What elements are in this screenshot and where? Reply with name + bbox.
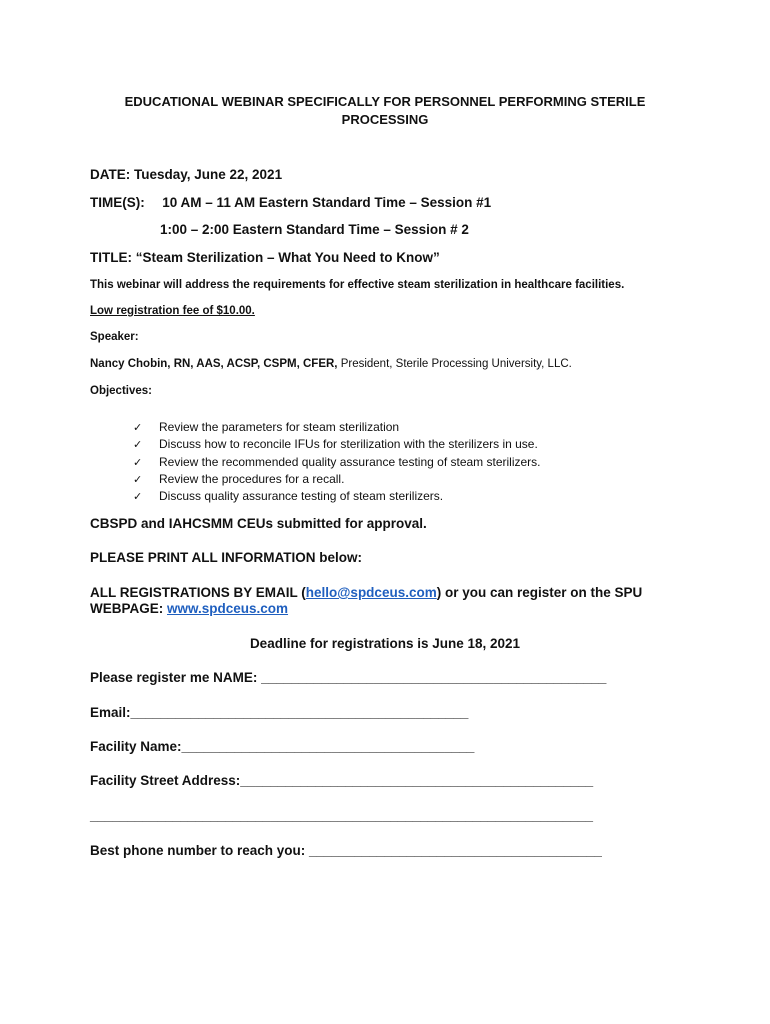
registration-webpage-line: WEBPAGE: www.spdceus.com bbox=[90, 601, 289, 616]
time-label: TIME(S): bbox=[90, 195, 145, 210]
speaker-name: Nancy Chobin, RN, AAS, ACSP, CSPM, CFER, bbox=[90, 358, 338, 370]
registration-email-line: ALL REGISTRATIONS BY EMAIL (hello@spdceus.com) or you can register on the SPU bbox=[90, 585, 643, 600]
list-item: ✓ Discuss quality assurance testing of steam sterilizers. bbox=[133, 488, 541, 505]
speaker-label: Speaker: bbox=[90, 331, 139, 343]
registration-fee: Low registration fee of $10.00. bbox=[90, 305, 255, 317]
ceus-notice: CBSPD and IAHCSMM CEUs submitted for approval. bbox=[90, 516, 427, 531]
check-icon: ✓ bbox=[133, 491, 143, 504]
list-item: ✓ Review the recommended quality assurance testing of steam sterilizers. bbox=[133, 454, 541, 471]
webinar-title: TITLE: “Steam Sterilization – What You Need to Know” bbox=[90, 250, 440, 265]
deadline: Deadline for registrations is June 18, 2021 bbox=[249, 636, 521, 651]
date-line: DATE: Tuesday, June 22, 2021 bbox=[90, 167, 283, 182]
speaker-line bbox=[90, 358, 572, 370]
facility-address-field[interactable]: Facility Street Address:_______________________________________________ bbox=[90, 773, 594, 788]
facility-name-field[interactable]: Facility Name:_______________________________________ bbox=[90, 739, 475, 754]
print-notice: PLEASE PRINT ALL INFORMATION below: bbox=[90, 550, 362, 565]
email-link[interactable]: hello@spdceus.com bbox=[305, 585, 437, 600]
check-icon: ✓ bbox=[133, 422, 143, 434]
check-icon: ✓ bbox=[133, 439, 143, 452]
session-1: 10 AM – 11 AM Eastern Standard Time – Session #1 bbox=[162, 195, 492, 210]
speaker-role: President, Sterile Processing University, LLC. bbox=[337, 358, 572, 370]
objectives-label: Objectives: bbox=[90, 385, 152, 397]
name-field[interactable]: Please register me NAME: ______________________________________________ bbox=[90, 670, 607, 685]
session-2: 1:00 – 2:00 Eastern Standard Time – Session # 2 bbox=[160, 222, 469, 237]
list-item: ✓ Review the procedures for a recall. bbox=[133, 471, 541, 488]
email-field[interactable]: Email:_____________________________________________ bbox=[90, 705, 469, 720]
list-item: ✓ Review the parameters for steam sterilization bbox=[133, 419, 541, 436]
objectives-list bbox=[133, 419, 541, 505]
description: This webinar will address the requirements for effective steam sterilization in healthcare facilities. bbox=[90, 279, 625, 291]
facility-address-line-2[interactable]: ___________________________________________________________________ bbox=[90, 808, 594, 823]
time-line bbox=[90, 195, 491, 210]
webpage-link[interactable]: www.spdceus.com bbox=[167, 601, 289, 616]
list-item: ✓ Discuss how to reconcile IFUs for sterilization with the sterilizers in use. bbox=[133, 436, 541, 453]
document-title: EDUCATIONAL WEBINAR SPECIFICALLY FOR PERSONNEL PERFORMING STERILE PROCESSING bbox=[124, 94, 646, 127]
phone-field[interactable]: Best phone number to reach you: _______________________________________ bbox=[90, 843, 602, 858]
check-icon: ✓ bbox=[133, 473, 143, 486]
check-icon: ✓ bbox=[133, 456, 143, 469]
